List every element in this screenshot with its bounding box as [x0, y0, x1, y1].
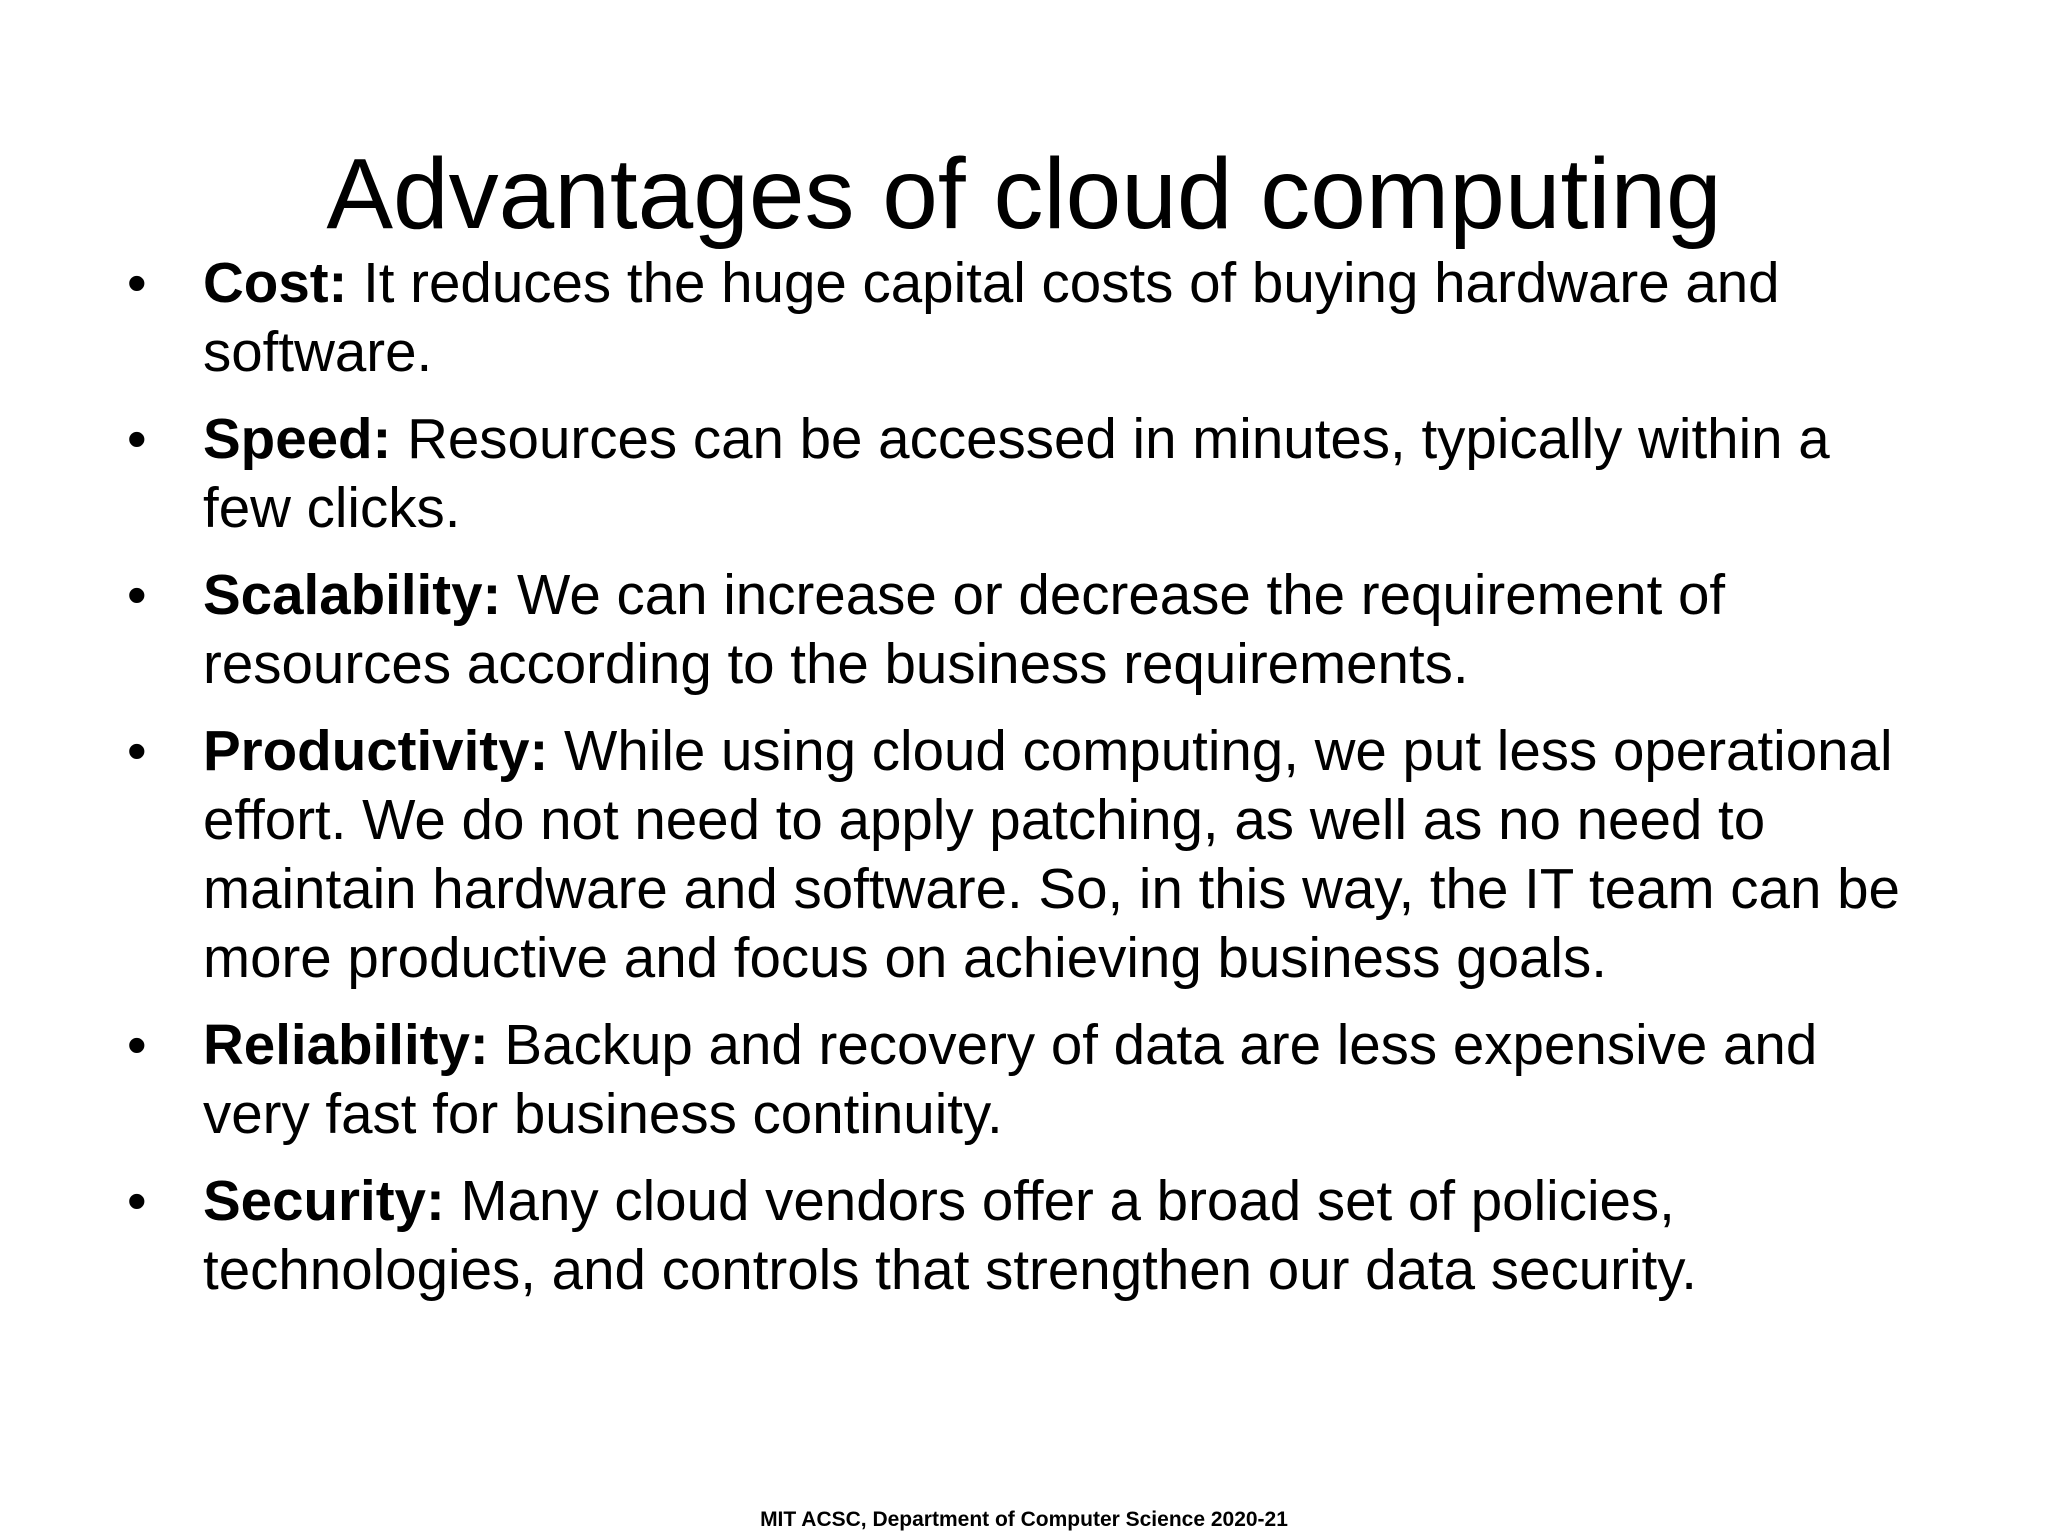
bullet-icon: •: [127, 719, 147, 782]
bullet-item-productivity: [125, 716, 1925, 992]
bullet-item-security: [125, 1166, 1925, 1304]
bullet-term: Reliability:: [203, 1013, 489, 1076]
bullet-term: Speed:: [203, 407, 392, 470]
bullet-text: Backup and recovery of data are less expensive and very fast for business continuity.: [203, 1013, 1818, 1145]
bullet-term: Scalability:: [203, 563, 502, 626]
bullet-item-speed: [125, 404, 1925, 542]
bullet-term: Security:: [203, 1169, 445, 1232]
bullet-text: It reduces the huge capital costs of buying hardware and software.: [203, 251, 1780, 383]
bullet-item-reliability: [125, 1010, 1925, 1148]
bullet-text: We can increase or decrease the requirement of resources according to the business requirements.: [203, 563, 1726, 695]
bullet-list: [125, 248, 1925, 1322]
bullet-icon: •: [127, 407, 147, 470]
bullet-text: Many cloud vendors offer a broad set of policies, technologies, and controls that strengthen our data security.: [203, 1169, 1697, 1301]
bullet-term: Productivity:: [203, 719, 549, 782]
bullet-icon: •: [127, 1013, 147, 1076]
bullet-text: While using cloud computing, we put less operational effort. We do not need to apply patching, as well as no need to maintain hardware and software. So, in this way, the IT team can be more productive and focus on achieving business goals.: [203, 719, 1900, 989]
slide-title: Advantages of cloud computing: [326, 138, 1722, 250]
slide-footer: MIT ACSC, Department of Computer Science 2020-21: [760, 1508, 1288, 1531]
bullet-icon: •: [127, 251, 147, 314]
bullet-icon: •: [127, 1169, 147, 1232]
bullet-icon: •: [127, 563, 147, 626]
bullet-term: Cost:: [203, 251, 348, 314]
bullet-text: Resources can be accessed in minutes, typically within a few clicks.: [203, 407, 1830, 539]
bullet-item-cost: [125, 248, 1925, 386]
bullet-item-scalability: [125, 560, 1925, 698]
